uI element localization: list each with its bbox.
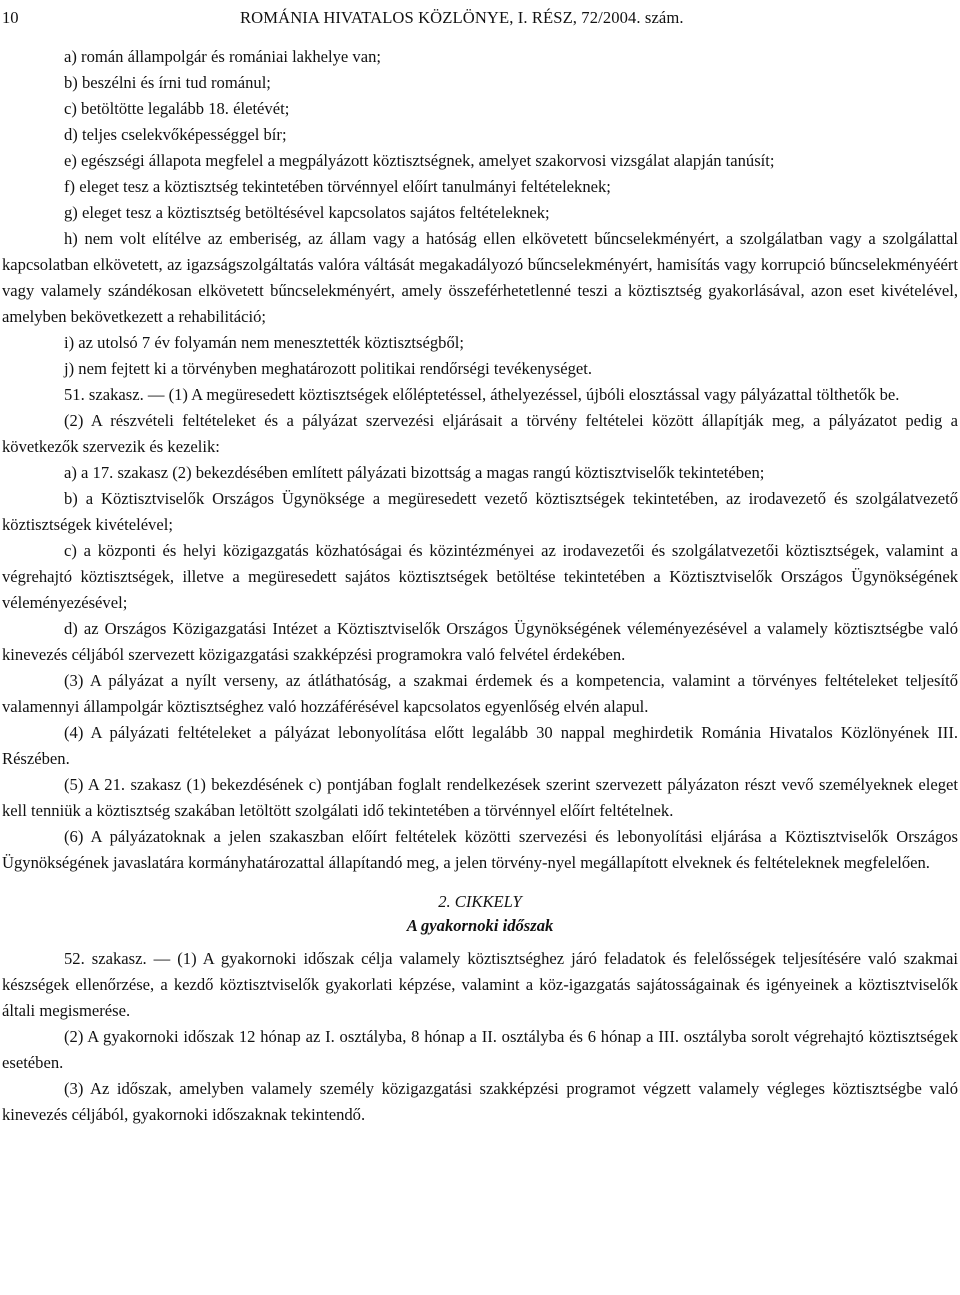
paragraph: f) eleget tesz a köztisztség tekintetében törvénnyel előírt tanulmányi feltételeknek; bbox=[64, 177, 611, 196]
paragraph: (3) A pályázat a nyílt verseny, az átláthatóság, a szakmai érdemek és a kompetencia, valamint a törvényes feltételeket teljesítő valamennyi állampolgár köztisztséghez való hozzáférésével kapcsolatos egyenlőség elvén alapul. bbox=[2, 671, 958, 716]
paragraph: b) beszélni és írni tud románul; bbox=[64, 73, 271, 92]
page-header bbox=[0, 8, 960, 32]
page-number: 10 bbox=[2, 8, 19, 27]
paragraph: 51. szakasz. — (1) A megüresedett köztisztségek előléptetéssel, áthelyezéssel, újbóli elosztással vagy pályázattal tölthetők be. bbox=[64, 385, 900, 404]
paragraph: c) a központi és helyi közigazgatás közhatóságai és közintézményei az irodavezetői és szolgálatvezetői köztisztségek, valamint a végrehajtó köztisztségek, illetve a megüresedett sajátos köztisztségek betöltése tekintetében a Köztisztviselők Országos Ügynökségének véleményezésével; bbox=[2, 541, 958, 612]
paragraph: d) az Országos Közigazgatási Intézet a Köztisztviselők Országos Ügynökségének véleményezésével a valamely köztisztségbe való kinevezés céljából szervezett közigazgatási szakképzési programokra való felvétel érdekében. bbox=[2, 619, 958, 664]
paragraph: c) betöltötte legalább 18. életévét; bbox=[64, 99, 290, 118]
paragraph: d) teljes cselekvőképességgel bír; bbox=[64, 125, 287, 144]
document-body bbox=[2, 44, 958, 1128]
paragraph: (6) A pályázatoknak a jelen szakaszban előírt feltételek közötti szervezési és lebonyolítási eljárása a Köztisztviselők Országos Ügynökségének javaslatára kormányhatározattal állapítandó meg, a jelen törvény-nyel megállapított elveknek és feltételeknek megfelelően. bbox=[2, 827, 958, 872]
paragraph: (4) A pályázati feltételeket a pályázat lebonyolítása előtt legalább 30 nappal meghirdetik Románia Hivatalos Közlönyének III. Részében. bbox=[2, 723, 958, 768]
paragraph: b) a Köztisztviselők Országos Ügynöksége a megüresedett vezető köztisztségek tekintetében, az irodavezető és szolgálatvezető köztisztségek kivételével; bbox=[2, 489, 958, 534]
section-number: 2. CIKKELY bbox=[438, 892, 522, 911]
paragraph: 52. szakasz. — (1) A gyakornoki időszak célja valamely köztisztséghez járó feladatok és felelősségek teljesítésére való szakmai készségek ellenőrzése, a kezdő köztisztviselők gyakorlati képzése, valamint a köz-igazgatás sajátosságainak és igényeinek a köztisztviselők általi megismerése. bbox=[2, 949, 958, 1020]
paragraph: a) a 17. szakasz (2) bekezdésében említett pályázati bizottság a magas rangú köztisztviselők tekintetében; bbox=[64, 463, 765, 482]
paragraph: (2) A részvételi feltételeket és a pályázat szervezési eljárásait a törvény feltételei között állapítják meg, a pályázatot pedig a következők szervezik és kezelik: bbox=[2, 411, 958, 456]
paragraph: e) egészségi állapota megfelel a megpályázott köztisztségnek, amelyet szakorvosi vizsgálat alapján tanúsít; bbox=[64, 151, 775, 170]
paragraph: (5) A 21. szakasz (1) bekezdésének c) pontjában foglalt rendelkezések szerint szervezett pályázaton részt vevő személyeknek eleget kell tenniük a köztisztség szakában letöltött szolgálati idő tekintetében a törvénnyel előírt feltételnek. bbox=[2, 775, 958, 820]
paragraph: (3) Az időszak, amelyben valamely személy közigazgatási szakképzési programot végzett valamely végleges köztisztségbe való kinevezés céljából, gyakornoki időszaknak tekintendő. bbox=[2, 1079, 958, 1124]
paragraph: i) az utolsó 7 év folyamán nem menesztették köztisztségből; bbox=[64, 333, 464, 352]
running-title: ROMÁNIA HIVATALOS KÖZLÖNYE, I. RÉSZ, 72/2004. szám. bbox=[240, 8, 684, 27]
paragraph: j) nem fejtett ki a törvényben meghatározott politikai rendőrségi tevékenységet. bbox=[64, 359, 593, 378]
paragraph: h) nem volt elítélve az emberiség, az állam vagy a hatóság ellen elkövetett bűncselekményért, a szolgálatban vagy a szolgálattal kapcsolatban elkövetett, az igazságszolgáltatás valóra váltását megakadályozó bűncselekményért, hamisítás vagy korrupció bűncselekményéért vagy valamely szándékosan elkövetett bűncselekményért, amely összeférhetetlenné teszi a köztisztség gyakorlásával, azon eset kivételével, amelyben bekövetkezett a rehabilitáció; bbox=[2, 229, 958, 326]
paragraph: a) román állampolgár és romániai lakhelye van; bbox=[64, 47, 381, 66]
paragraph: g) eleget tesz a köztisztség betöltésével kapcsolatos sajátos feltételeknek; bbox=[64, 203, 550, 222]
section-title: A gyakornoki időszak bbox=[406, 916, 554, 935]
paragraph: (2) A gyakornoki időszak 12 hónap az I. osztályba, 8 hónap a II. osztályba és 6 hónap a III. osztályba sorolt végrehajtó köztisztségek esetében. bbox=[2, 1027, 958, 1072]
